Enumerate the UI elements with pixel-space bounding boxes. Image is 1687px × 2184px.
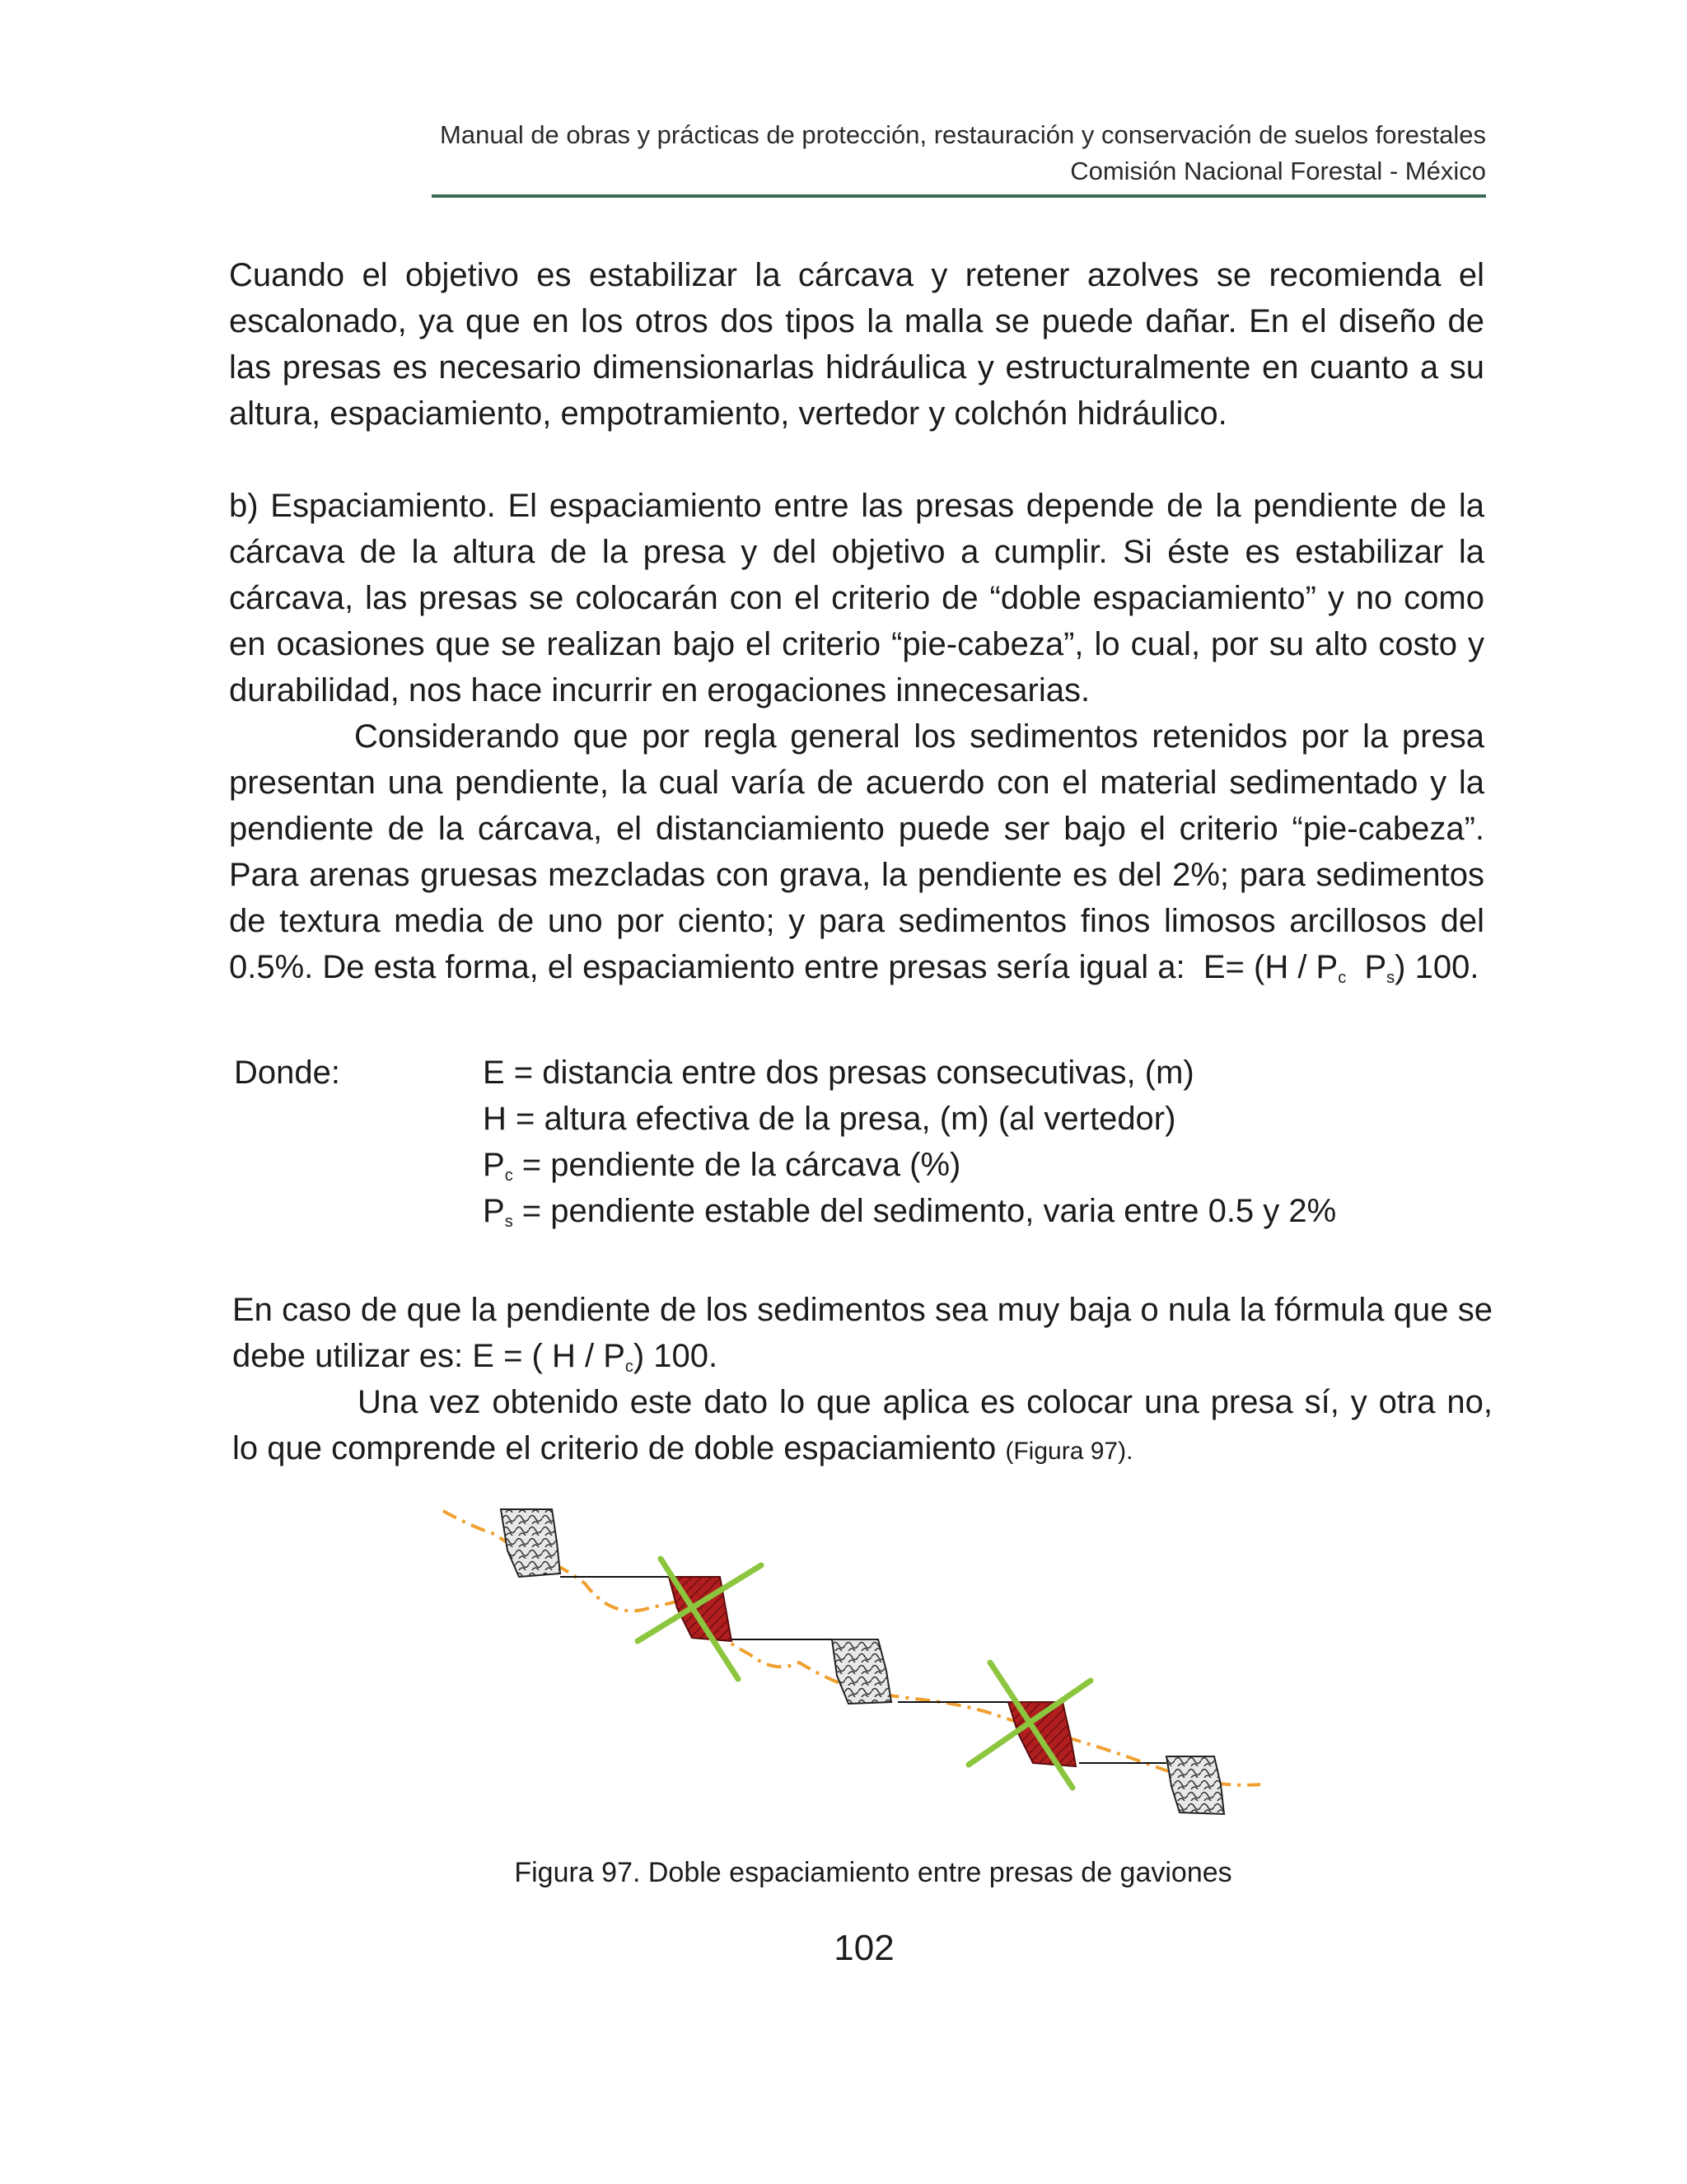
body-text-block-1 [229,252,1484,990]
paragraph-formula-text: Considerando que por regla general los sedimentos retenidos por la presa presentan una pendiente, la cual varía de acuerdo con el material sedimentado y la pendiente de la cárcava, el distanciamiento puede ser bajo el criterio “pie-cabeza”. Para arenas gruesas mezcladas con grava, la pendiente es del 2%; para sedimentos de textura media de uno por ciento; y para sedimentos finos limosos arcillosos del 0.5%. De esta forma, el espaciamiento entre presas sería igual a: [229,718,1484,985]
header-subtitle: Comisión Nacional Forestal - México [1070,157,1486,185]
figure-97-diagram [437,1501,1301,1847]
cross-mark [969,1663,1091,1788]
body-text-block-2 [232,1287,1493,1475]
definition-pc-symbol: P [483,1147,505,1183]
formula-part-a: E= (H / P [1203,949,1339,985]
running-header [432,117,1486,189]
gabion-dam-kept [1166,1756,1224,1814]
paragraph-low-slope [232,1287,1493,1379]
definition-ps-text: = pendiente estable del sedimento, varia entre 0.5 y 2% [512,1193,1337,1229]
paragraph-spacing: b) Espaciamiento. El espaciamiento entre las presas depende de la pendiente de la cárcava de la altura de la presa y del objetivo a cumplir. Si éste es estabilizar la cárcava, las presas se colocarán con el criterio de “doble espaciamiento” y no como en ocasiones que se realizan bajo el criterio “pie-cabeza”, lo cual, por su alto costo y durabilidad, nos hace incurrir en erogaciones innecesarias. [229,488,1484,709]
definition-e: E = distancia entre dos presas consecutivas, (m) [483,1055,1194,1091]
formula-part-b: P [1364,949,1387,985]
page-number: 102 [834,1928,895,1968]
definition-ps-sub: s [504,1213,513,1231]
definition-ps [483,1188,1336,1234]
formula-sub-c: c [1338,969,1347,987]
paragraph-low-slope-sub: c [624,1358,633,1376]
figure-reference: (Figura 97). [1005,1438,1133,1465]
definition-pc [483,1142,1336,1188]
gabion-dam-kept [832,1639,891,1704]
gabion-dam-kept [501,1509,560,1577]
paragraph-low-slope-end: ) 100. [633,1338,718,1374]
figure-caption: Figura 97. Doble espaciamiento entre presas de gaviones [514,1857,1232,1888]
paragraph-double-spacing-text: Una vez obtenido este dato lo que aplica es colocar una presa sí, y otra no, lo que comprende el criterio de doble espaciamiento [232,1384,1493,1466]
paragraph-formula [229,713,1484,990]
where-label: Donde: [234,1055,340,1091]
definition-h: H = altura efectiva de la presa, (m) (al vertedor) [483,1101,1176,1137]
paragraph-low-slope-text: En caso de que la pendiente de los sedimentos sea muy baja o nula la fórmula que se debe utilizar es: E = ( H / P [232,1292,1493,1374]
definition-pc-sub: c [504,1167,513,1185]
paragraph-double-spacing [232,1379,1493,1475]
definition-ps-symbol: P [483,1193,505,1229]
paragraph-1: Cuando el objetivo es estabilizar la cárcava y retener azolves se recomienda el escalonado, ya que en los otros dos tipos la malla se puede dañar. En el diseño de las presas es necesario dimensionarlas hidráulica y estructuralmente en cuanto a su altura, espaciamiento, empotramiento, vertedor y colchón hidráulico. [229,257,1484,432]
definition-pc-text: = pendiente de la cárcava (%) [512,1147,961,1183]
formula-sub-s: s [1386,969,1395,987]
definition-list [483,1050,1336,1234]
header-title: Manual de obras y prácticas de protección, restauración y conservación de suelos forestales [440,120,1486,149]
header-divider [432,194,1486,198]
formula-part-c: ) 100. [1395,949,1479,985]
